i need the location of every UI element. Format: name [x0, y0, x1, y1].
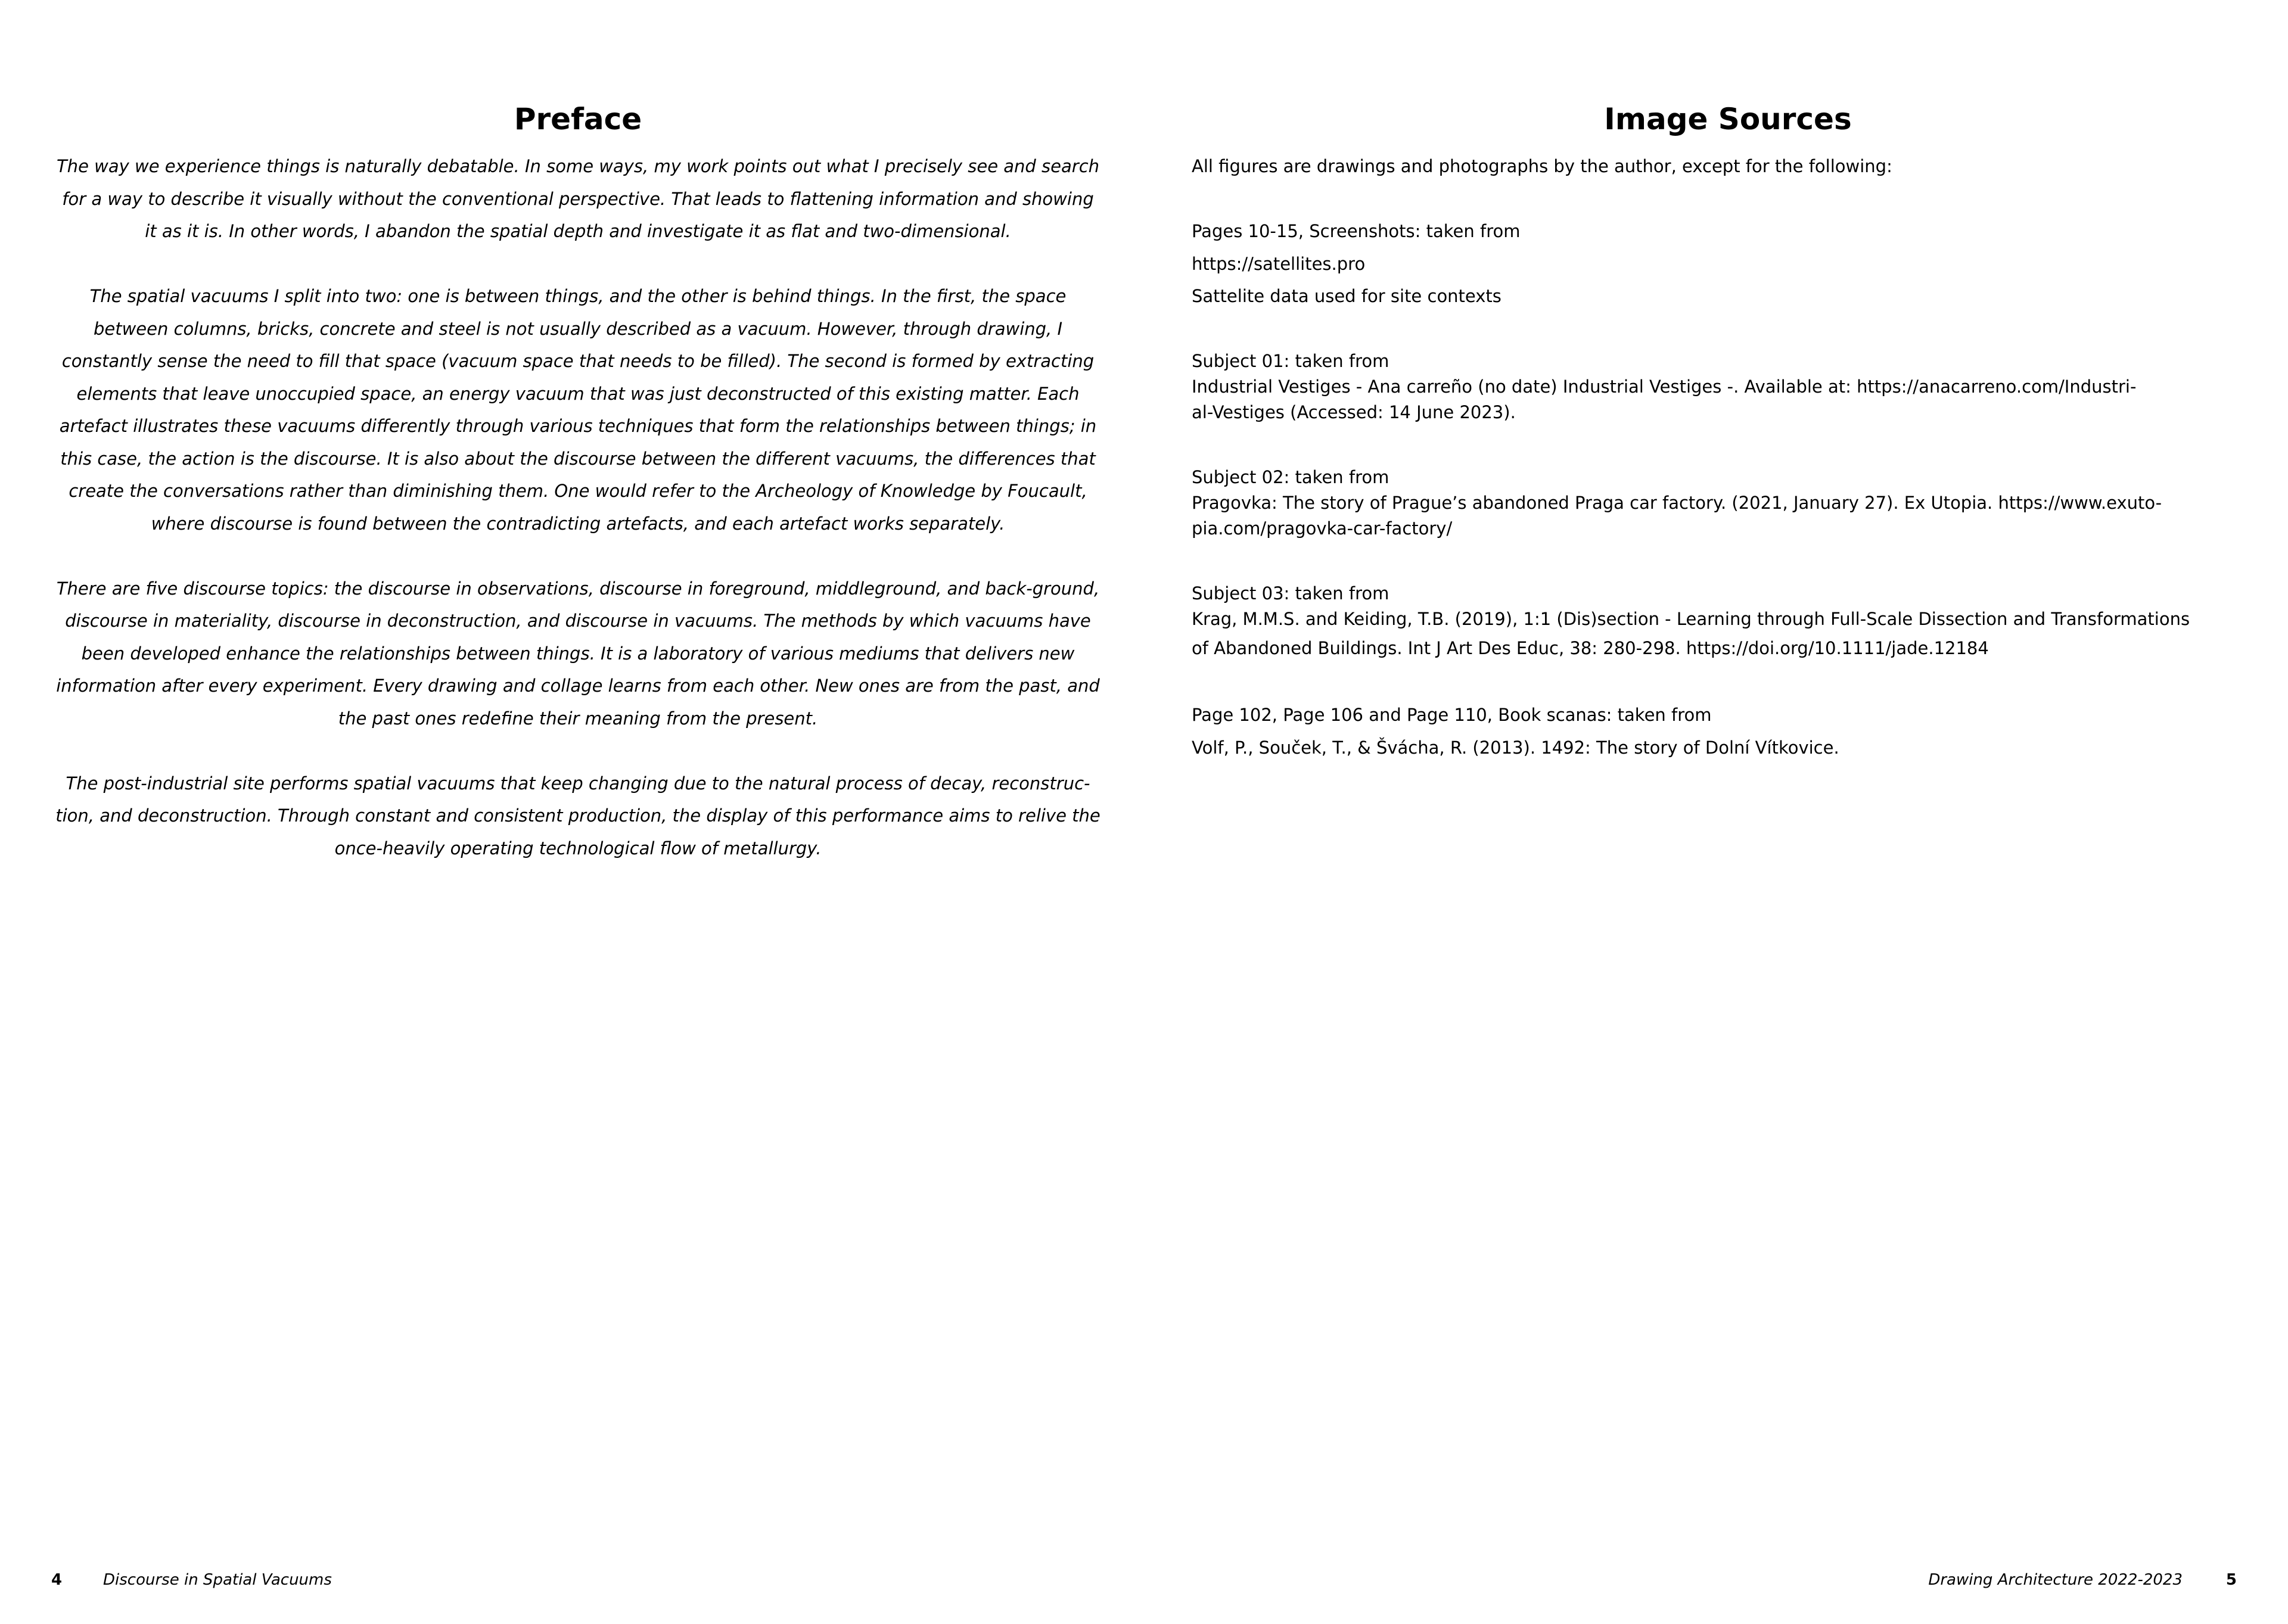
source-heading: Subject 03: taken from	[1192, 583, 1389, 603]
source-line: pia.com/pragovka-car-factory/	[1192, 518, 1453, 539]
preface-paragraph: The spatial vacuums I split into two: one is between things, and the other is behind things. In the first, the space between columns, bricks, concrete and steel is not usually described as a vacuum. However, through drawing, I constantly sense the need to fill that space (vacuum space that needs to be filled). The second is formed by extracting elements that leave unoccupied space, an energy vacuum that was just deconstructed of this existing matter. Each artefact illustrates these vacuums differently through various techniques that form the relationships between things; in this case, the action is the discourse. It is also about the discourse between the different vacuums, the differences that create the conversations rather than diminishing them. One would refer to the Archeology of Knowledge by Foucault, where discourse is found between the contradicting artefacts, and each artefact works separately.	[59, 286, 1097, 534]
left-footer-title	[103, 1569, 332, 1591]
source-line: Industrial Vestiges - Ana carreño (no date) Industrial Vestiges -. Available at: https://anacarreno.com/Industri-	[1192, 377, 2137, 397]
left-page-number: 4	[51, 1571, 63, 1589]
source-line: https://satellites.pro	[1192, 253, 1366, 274]
source-entry	[1192, 699, 2240, 764]
source-entry	[1192, 465, 2240, 542]
source-entry	[1192, 215, 2240, 313]
source-line: Pragovka: The story of Prague’s abandoned Praga car factory. (2021, January 27). Ex Utopia. https://www.exuto-	[1192, 493, 2162, 513]
source-heading: Subject 01: taken from	[1192, 351, 1389, 371]
left-running-title: Discourse in Spatial Vacuums	[103, 1571, 332, 1589]
right-footer-title	[1928, 1569, 2183, 1591]
right-page-number: 5	[2225, 1571, 2237, 1589]
preface-paragraph: The post-industrial site performs spatial vacuums that keep changing due to the natural process of decay, reconstruc-tion, and deconstruction. Through constant and consistent production, the display of this performance aims to relive the once-heavily operating technological flow of metallurgy.	[55, 773, 1101, 858]
source-line: Krag, M.M.S. and Keiding, T.B. (2019), 1:1 (Dis)section - Learning through Full-Scale Dissection and Transformations	[1192, 609, 2190, 629]
preface-body	[54, 150, 1102, 897]
preface-paragraph: The way we experience things is naturally debatable. In some ways, my work points out what I precisely see and search for a way to describe it visually without the conventional perspective. That leads to flattening information and showing it as it is. In other words, I abandon the spatial depth and investigate it as flat and two-dimensional.	[56, 156, 1100, 241]
right-footer	[2226, 1569, 2237, 1591]
preface-paragraph: There are five discourse topics: the discourse in observations, discourse in foreground, middleground, and back-ground, discourse in materiality, discourse in deconstruction, and discourse in vacuums. The methods by which vacuums have been developed enhance the relationships between things. It is a laboratory of various mediums that delivers new information after every experiment. Every drawing and collage learns from each other. New ones are from the past, and the past ones redefine their meaning from the present.	[56, 578, 1100, 729]
source-line: Page 102, Page 106 and Page 110, Book scanas: taken from	[1192, 705, 1712, 725]
sources-intro	[1192, 150, 2240, 183]
sources-intro-text: All figures are drawings and photographs by the author, except for the following:	[1192, 156, 1892, 176]
preface-title: Preface	[514, 102, 642, 136]
source-heading: Subject 02: taken from	[1192, 467, 1389, 487]
right-running-title: Drawing Architecture 2022-2023	[1928, 1571, 2183, 1589]
source-entry	[1192, 581, 2240, 665]
left-footer	[51, 1569, 62, 1591]
source-line: al-Vestiges (Accessed: 14 June 2023).	[1192, 402, 1516, 422]
source-line: Volf, P., Souček, T., & Švácha, R. (2013). 1492: The story of Dolní Vítkovice.	[1192, 737, 1839, 758]
right-page	[1144, 0, 2288, 1624]
source-line: of Abandoned Buildings. Int J Art Des Educ, 38: 280-298. https://doi.org/10.1111/jade.12184	[1192, 638, 1989, 658]
source-entry	[1192, 349, 2240, 425]
source-line: Sattelite data used for site contexts	[1192, 286, 1502, 306]
image-sources-title: Image Sources	[1604, 102, 1852, 136]
source-line: Pages 10-15, Screenshots: taken from	[1192, 221, 1521, 241]
